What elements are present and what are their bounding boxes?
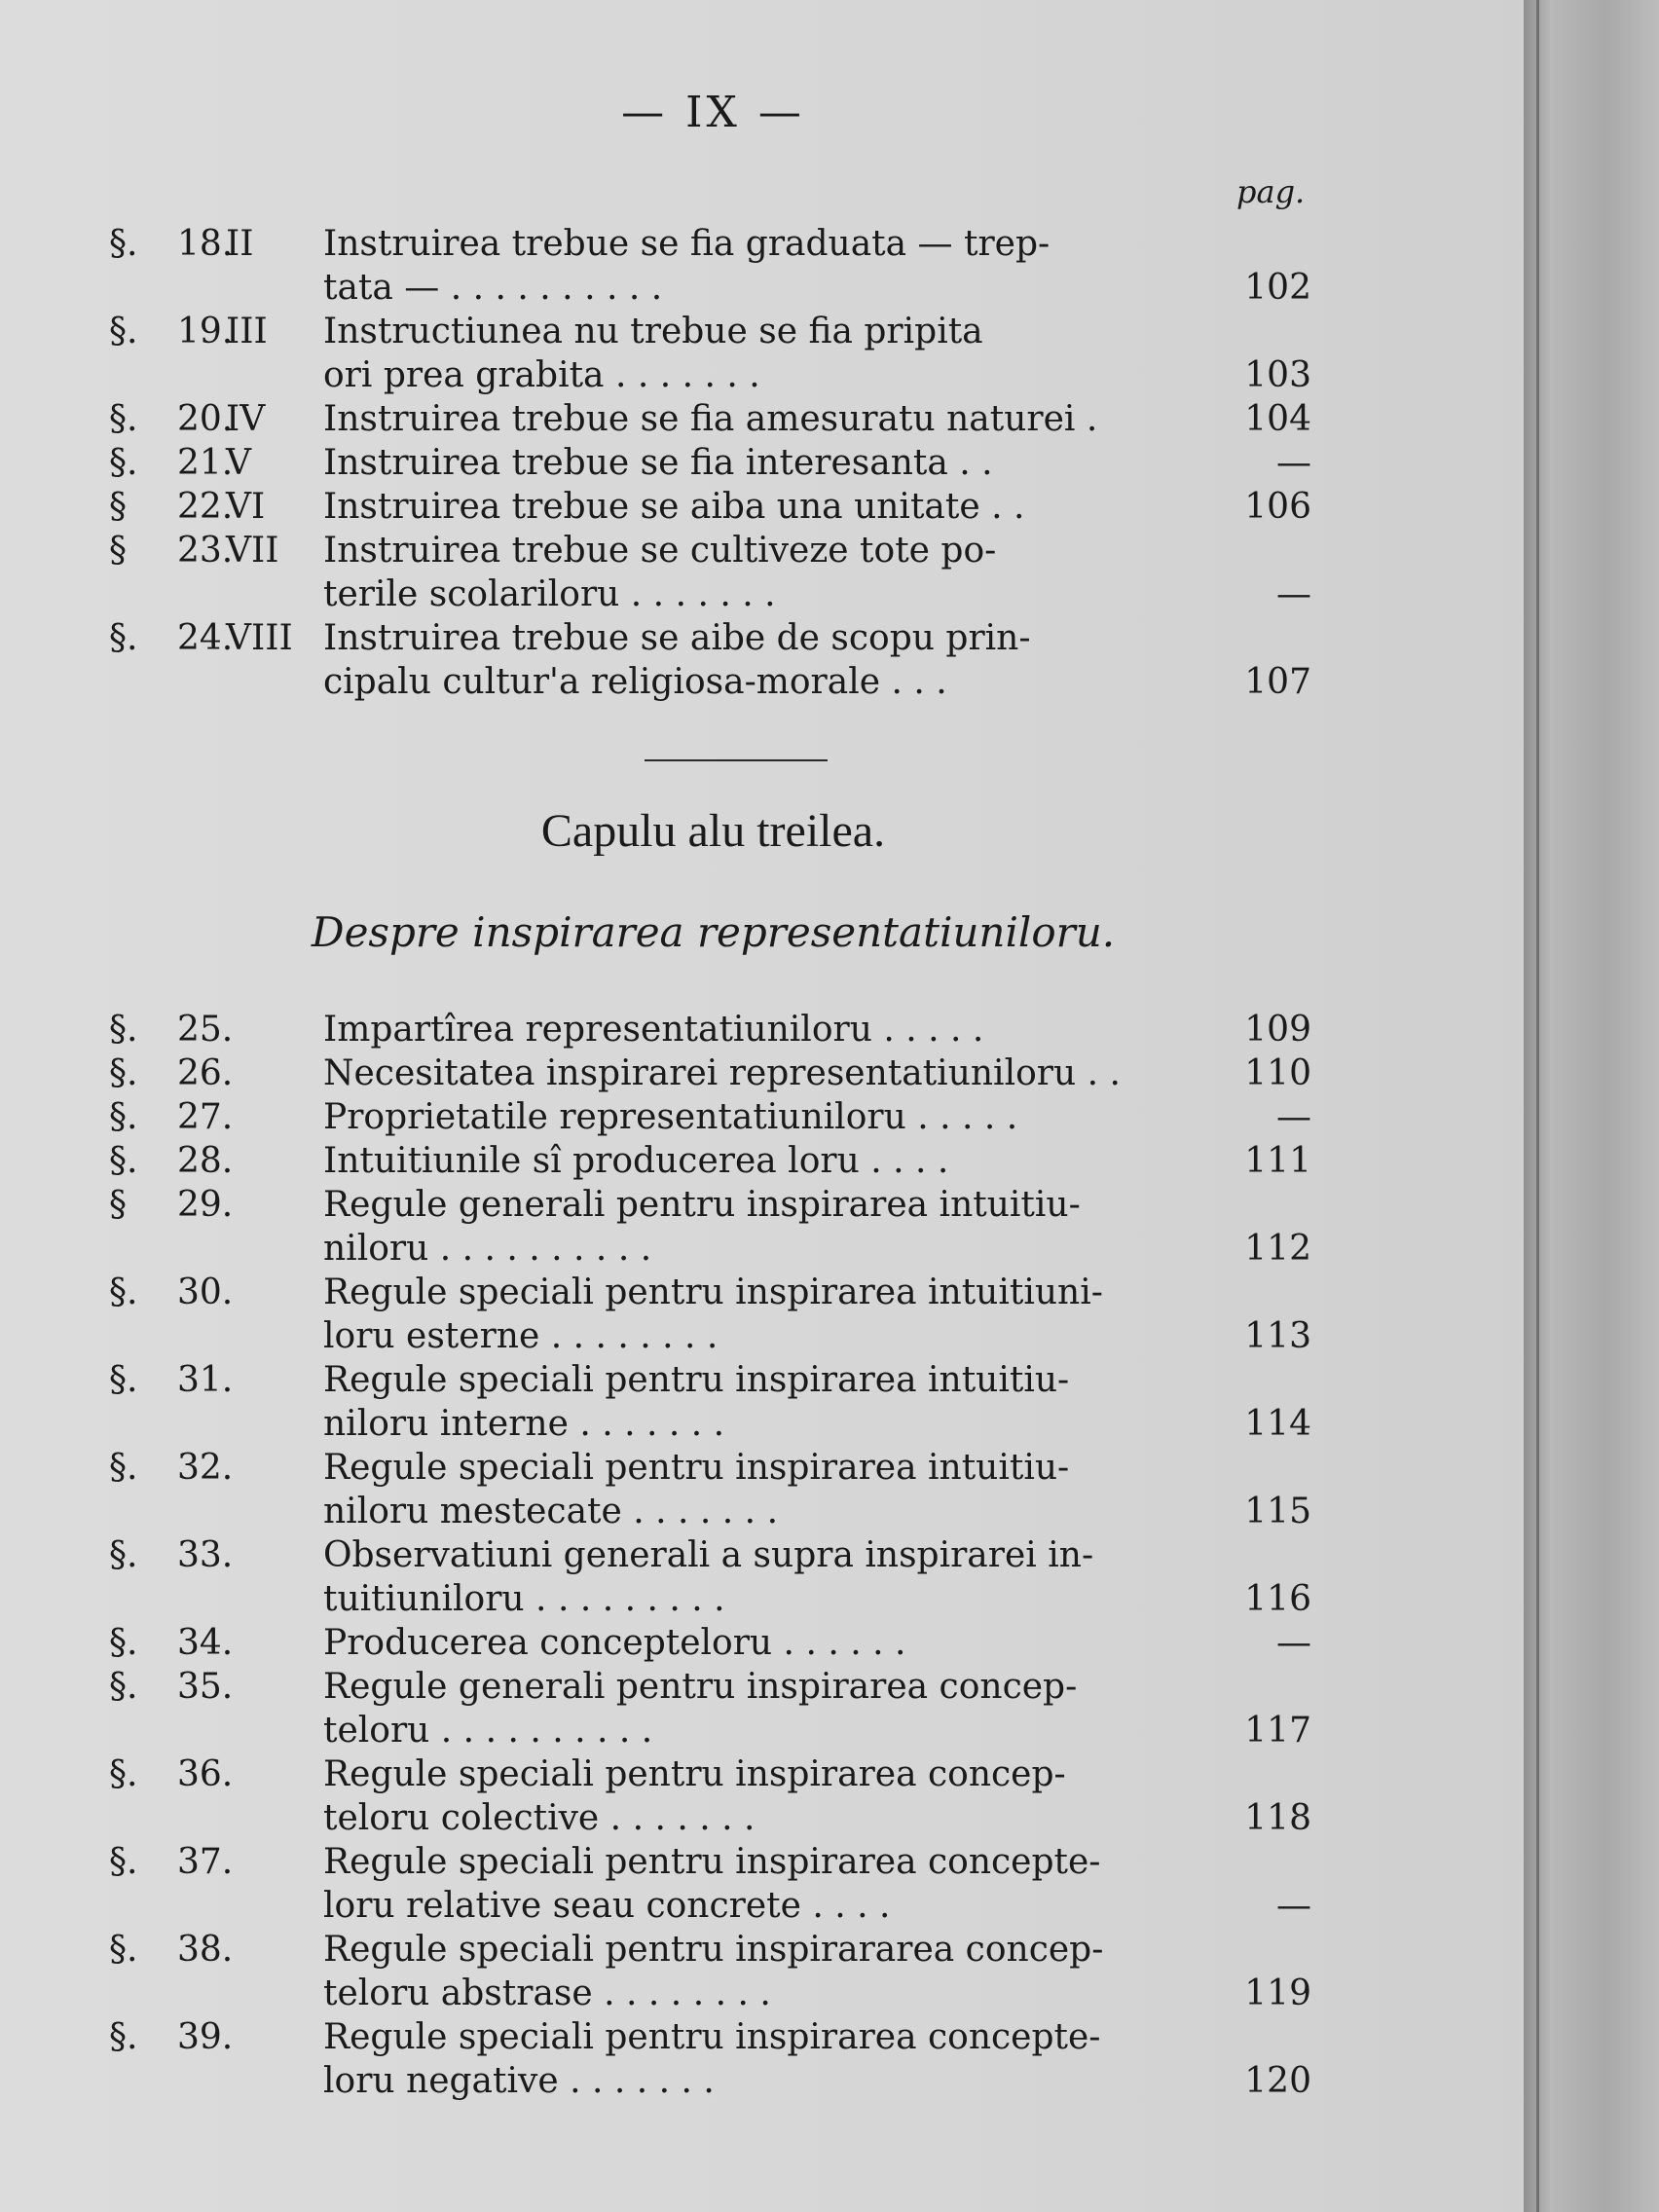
page-ref: 112 (1244, 1229, 1311, 1269)
roman-numeral: IV (226, 399, 266, 439)
roman-numeral: VI (226, 487, 266, 527)
toc-entry (109, 485, 1311, 529)
entry-title (323, 1139, 1190, 1183)
section-number: 38. (177, 1930, 234, 1970)
section-number: 35. (177, 1667, 234, 1707)
entry-line: Regule generali pentru inspirarea concep- (323, 1667, 1078, 1707)
section-number: 24. (177, 618, 234, 658)
toc-entry (109, 529, 1311, 616)
entry-line: Regule speciali pentru inspirararea concep- (323, 1930, 1104, 1970)
entry-title (323, 1840, 1190, 1928)
page-ref: — (1276, 443, 1311, 483)
page-ref: — (1276, 1886, 1311, 1926)
page-ref: 104 (1244, 399, 1311, 439)
section-number: 32. (177, 1448, 234, 1488)
toc-entry (109, 1183, 1311, 1271)
entry-line: teloru colective . . . . . . . (323, 1798, 756, 1838)
page-ref: 102 (1244, 268, 1311, 308)
page-number-header: — IX — (621, 88, 805, 137)
entry-title (323, 441, 1190, 485)
chapter-title: Capulu alu treilea. (540, 805, 886, 857)
entry-line: cipalu cultur'a religiosa-morale . . . (323, 662, 947, 702)
page-ref: 113 (1244, 1316, 1311, 1356)
page-ref: 115 (1244, 1492, 1311, 1531)
toc-entry (109, 1051, 1311, 1095)
entry-title (323, 1271, 1190, 1358)
entry-line: Regule speciali pentru inspirarea concep- (323, 1754, 1066, 1794)
section-symbol: §. (109, 2017, 138, 2057)
entry-line: niloru . . . . . . . . . . (323, 1229, 652, 1269)
section-symbol: §. (109, 1535, 138, 1575)
entry-title (323, 2015, 1190, 2103)
entry-title (323, 1446, 1190, 1533)
section-number: 39. (177, 2017, 234, 2057)
toc-entry (109, 1358, 1311, 1446)
toc-section-2 (109, 1008, 1311, 2103)
entry-line: Producerea concepteloru . . . . . . (323, 1623, 906, 1663)
section-number: 20. (177, 399, 234, 439)
section-number: 34. (177, 1623, 234, 1663)
section-symbol: §. (109, 1842, 138, 1882)
toc-entry (109, 1928, 1311, 2015)
entry-line: Regule speciali pentru inspirarea concepte- (323, 1842, 1101, 1882)
entry-title (323, 616, 1190, 704)
page-ref: 117 (1244, 1711, 1311, 1751)
page-ref: 111 (1244, 1141, 1311, 1181)
entry-line: Instruirea trebue se aibe de scopu prin- (323, 618, 1031, 658)
entry-line: Intuitiunile sî producerea loru . . . . (323, 1141, 949, 1181)
page-ref: 116 (1244, 1579, 1311, 1619)
entry-title (323, 485, 1190, 529)
section-symbol: §. (109, 1141, 138, 1181)
toc-entry (109, 1840, 1311, 1928)
section-number: 23. (177, 531, 234, 571)
section-number: 28. (177, 1141, 234, 1181)
toc-entry (109, 1533, 1311, 1621)
section-number: 21. (177, 443, 234, 483)
entry-title (323, 1095, 1190, 1139)
section-symbol: §. (109, 1272, 138, 1312)
roman-numeral: III (226, 312, 268, 351)
entry-title (323, 1752, 1190, 1840)
page-ref: — (1276, 1097, 1311, 1137)
toc-entry (109, 310, 1311, 397)
section-number: 22. (177, 487, 234, 527)
entry-line: loru relative seau concrete . . . . (323, 1886, 891, 1926)
pag-column-label: pag. (1236, 173, 1306, 210)
roman-numeral: II (226, 224, 254, 264)
section-number: 25. (177, 1010, 234, 1050)
toc-entry (109, 1271, 1311, 1358)
entry-line: Instruirea trebue se fia graduata — trep- (323, 224, 1051, 264)
toc-entry (109, 1095, 1311, 1139)
page-ref: 110 (1244, 1053, 1311, 1093)
entry-line: Regule speciali pentru inspirarea intuitiuni- (323, 1272, 1103, 1312)
page-ref: 107 (1244, 662, 1311, 702)
entry-title (323, 1051, 1190, 1095)
toc-entry (109, 1008, 1311, 1051)
page-ref: 103 (1244, 355, 1311, 395)
entry-title (323, 222, 1190, 310)
section-number: 19. (177, 312, 234, 351)
section-number: 33. (177, 1535, 234, 1575)
entry-title (323, 1665, 1190, 1752)
section-symbol: §. (109, 1360, 138, 1400)
entry-title (323, 529, 1190, 616)
section-divider (645, 759, 828, 761)
entry-line: tata — . . . . . . . . . . (323, 268, 663, 308)
entry-line: Instruirea trebue se fia amesuratu naturei . (323, 399, 1098, 439)
page-ref: 118 (1244, 1798, 1311, 1838)
entry-title (323, 310, 1190, 397)
page-edge (1524, 0, 1659, 2212)
toc-entry (109, 441, 1311, 485)
roman-numeral: VIII (226, 618, 293, 658)
page-ref: 109 (1244, 1010, 1311, 1050)
section-symbol: §. (109, 1448, 138, 1488)
section-symbol: §. (109, 1930, 138, 1970)
section-symbol: §. (109, 1053, 138, 1093)
entry-line: Observatiuni generali a supra inspirarei in- (323, 1535, 1094, 1575)
section-symbol: § (109, 487, 127, 527)
section-symbol: § (109, 531, 127, 571)
entry-title (323, 397, 1190, 441)
binding-shadow (1536, 0, 1539, 2212)
toc-entry (109, 222, 1311, 310)
entry-line: tuitiuniloru . . . . . . . . . (323, 1579, 725, 1619)
entry-line: niloru interne . . . . . . . (323, 1404, 725, 1444)
section-symbol: §. (109, 443, 138, 483)
page-ref: 120 (1244, 2061, 1311, 2101)
entry-line: ori prea grabita . . . . . . . (323, 355, 760, 395)
entry-line: loru negative . . . . . . . (323, 2061, 715, 2101)
entry-line: Necesitatea inspirarei representatiuniloru . . (323, 1053, 1121, 1093)
section-number: 26. (177, 1053, 234, 1093)
section-symbol: § (109, 1185, 127, 1225)
entry-line: teloru abstrase . . . . . . . . (323, 1973, 771, 2013)
section-symbol: §. (109, 1667, 138, 1707)
page-ref: 106 (1244, 487, 1311, 527)
toc-entry (109, 1621, 1311, 1665)
toc-entry (109, 616, 1311, 704)
section-number: 27. (177, 1097, 234, 1137)
section-symbol: §. (109, 224, 138, 264)
page-ref: 119 (1244, 1973, 1311, 2013)
entry-line: Impartîrea representatiuniloru . . . . . (323, 1010, 984, 1050)
entry-line: teloru . . . . . . . . . . (323, 1711, 653, 1751)
entry-line: Proprietatile representatiuniloru . . . . . (323, 1097, 1018, 1137)
section-symbol: §. (109, 399, 138, 439)
entry-line: Instruirea trebue se fia interesanta . . (323, 443, 993, 483)
toc-section-1 (109, 222, 1311, 704)
roman-numeral: VII (226, 531, 279, 571)
section-number: 30. (177, 1272, 234, 1312)
entry-line: Instruirea trebue se aiba una unitate . . (323, 487, 1025, 527)
page-ref: — (1276, 1623, 1311, 1663)
entry-line: Instructiunea nu trebue se fia pripita (323, 312, 983, 351)
toc-entry (109, 1752, 1311, 1840)
entry-line: Regule speciali pentru inspirarea intuitiu- (323, 1360, 1070, 1400)
section-number: 31. (177, 1360, 234, 1400)
entry-title (323, 1928, 1190, 2015)
section-symbol: §. (109, 1097, 138, 1137)
toc-entry (109, 2015, 1311, 2103)
section-symbol: §. (109, 1623, 138, 1663)
entry-line: Instruirea trebue se cultiveze tote po- (323, 531, 997, 571)
entry-title (323, 1358, 1190, 1446)
roman-numeral: V (226, 443, 251, 483)
section-number: 18. (177, 224, 234, 264)
page-ref: — (1276, 574, 1311, 614)
entry-title (323, 1533, 1190, 1621)
entry-line: Regule speciali pentru inspirarea intuitiu- (323, 1448, 1070, 1488)
entry-title (323, 1621, 1190, 1665)
page-ref: 114 (1244, 1404, 1311, 1444)
section-symbol: §. (109, 1754, 138, 1794)
entry-line: loru esterne . . . . . . . . (323, 1316, 719, 1356)
entry-line: terile scolariloru . . . . . . . (323, 574, 776, 614)
chapter-subtitle: Despre inspirarea representatiuniloru. (311, 908, 1116, 956)
section-number: 37. (177, 1842, 234, 1882)
toc-entry (109, 1665, 1311, 1752)
entry-title (323, 1183, 1190, 1271)
entry-title (323, 1008, 1190, 1051)
section-number: 36. (177, 1754, 234, 1794)
entry-line: Regule speciali pentru inspirarea concepte- (323, 2017, 1101, 2057)
toc-entry (109, 1446, 1311, 1533)
section-symbol: §. (109, 312, 138, 351)
entry-line: niloru mestecate . . . . . . . (323, 1492, 779, 1531)
toc-entry (109, 397, 1311, 441)
section-symbol: §. (109, 618, 138, 658)
entry-line: Regule generali pentru inspirarea intuitiu- (323, 1185, 1081, 1225)
toc-entry (109, 1139, 1311, 1183)
section-symbol: §. (109, 1010, 138, 1050)
section-number: 29. (177, 1185, 234, 1225)
